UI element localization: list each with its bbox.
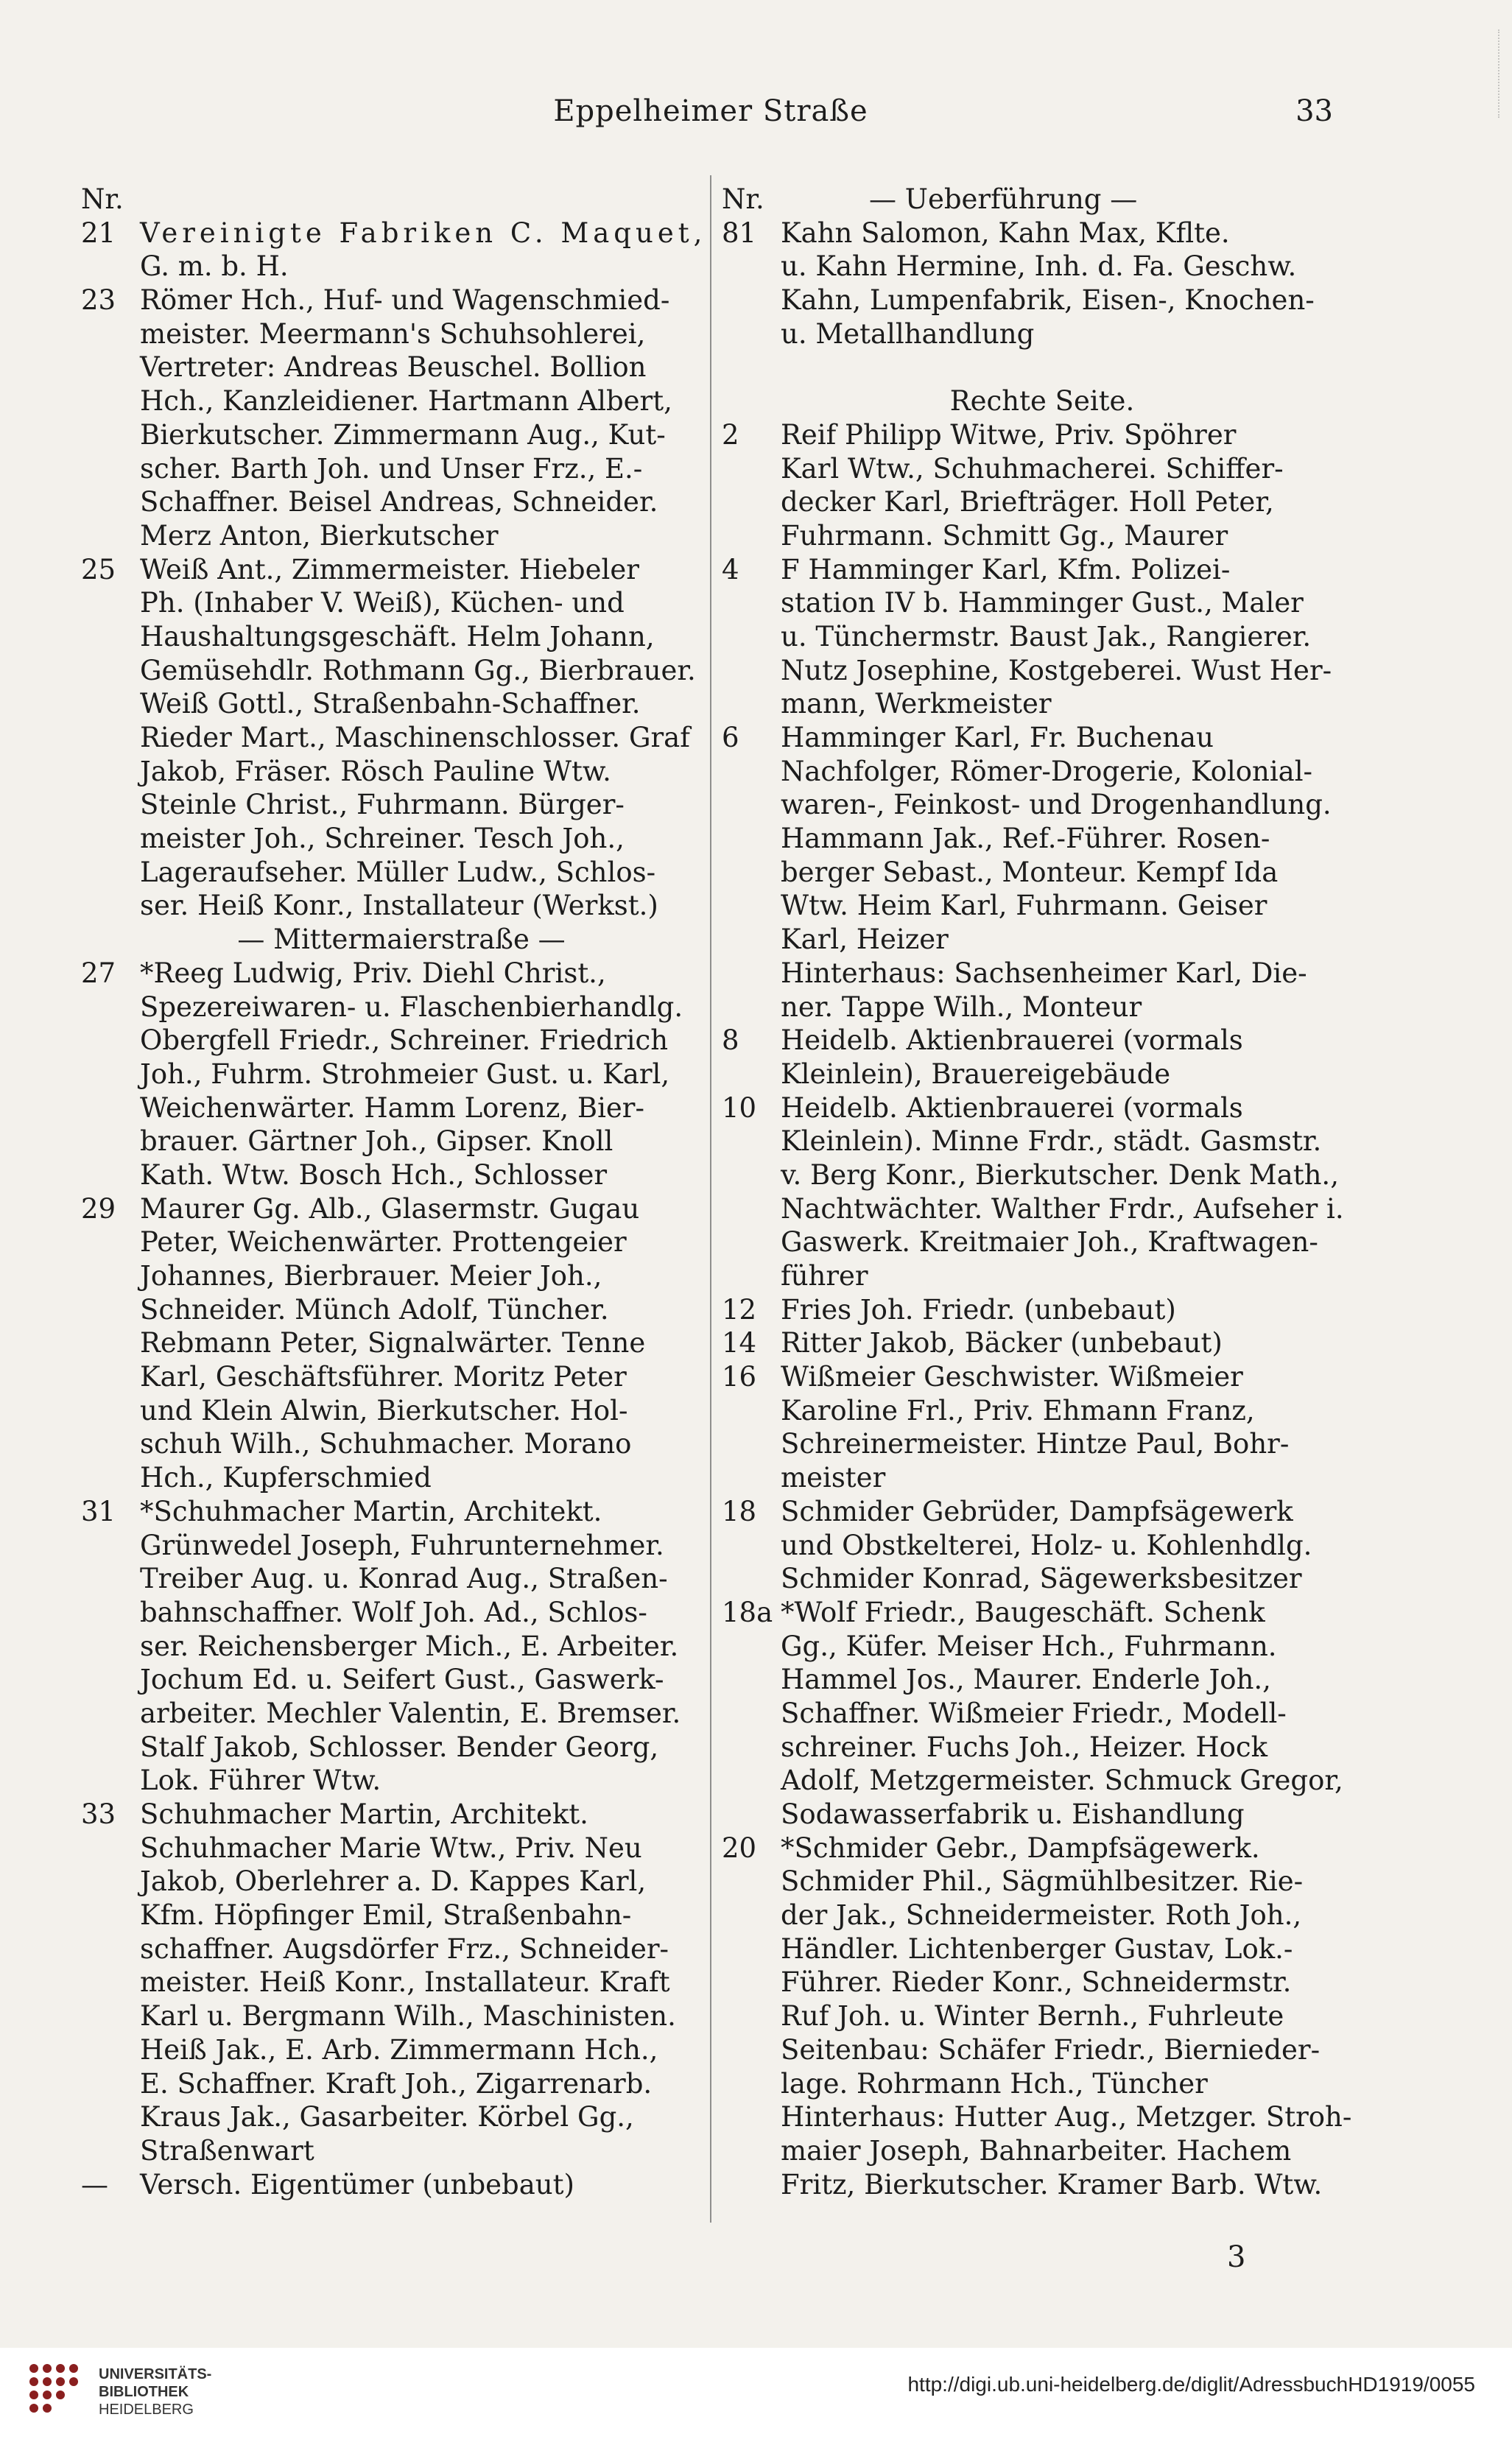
entry-text: G. m. b. H.: [140, 250, 289, 283]
entry-line: [81, 755, 722, 789]
entry-line: [81, 1427, 722, 1461]
entry-text: Treiber Aug. u. Konrad Aug., Straßen-: [140, 1563, 668, 1595]
house-number: 8: [722, 1024, 739, 1057]
entry-line: [722, 586, 1362, 620]
entry-line: [722, 856, 1362, 890]
entry-line: [722, 1394, 1362, 1428]
entry-line: [81, 317, 722, 351]
entry-line: [722, 721, 1362, 755]
entry-text: meister Joh., Schreiner. Tesch Joh.,: [140, 823, 625, 855]
entry-line: [722, 519, 1362, 553]
entry-line: [722, 654, 1362, 688]
entry-text: scher. Barth Joh. und Unser Frz., E.-: [140, 452, 643, 485]
house-number: 31: [81, 1495, 116, 1527]
entry-text: Joh., Fuhrm. Strohmeier Gust. u. Karl,: [140, 1058, 670, 1090]
entry-text: *Wolf Friedr., Baugeschäft. Schenk: [781, 1596, 1265, 1628]
entry-line: [722, 1427, 1362, 1461]
entry-text: Hinterhaus: Sachsenheimer Karl, Die-: [781, 957, 1307, 989]
library-name-line2: BIBLIOTHEK: [99, 2384, 189, 2400]
entry-text: und Klein Alwin, Bierkutscher. Hol-: [140, 1394, 628, 1426]
house-number: 20: [722, 1832, 757, 1864]
entry-line: [722, 1192, 1362, 1226]
entry-line: [722, 452, 1362, 486]
entry-line: [81, 687, 722, 721]
section-heading: Rechte Seite.: [949, 385, 1135, 418]
entry-line: [81, 1225, 722, 1259]
entry-line: [81, 1663, 722, 1697]
entry-line: [722, 822, 1362, 856]
entry-text: ner. Tappe Wilh., Monteur: [781, 991, 1142, 1023]
section-heading: — Ueberführung —: [869, 183, 1138, 215]
entry-text: Seitenbau: Schäfer Friedr., Biernieder-: [781, 2033, 1321, 2066]
entry-line: [81, 620, 722, 654]
entry-text: Ruf Joh. u. Winter Bernh., Fuhrleute: [781, 2000, 1284, 2033]
entry-text: Ph. (Inhaber V. Weiß), Küchen- und: [140, 587, 625, 619]
entry-line: [81, 1832, 722, 1865]
house-number: 14: [722, 1327, 757, 1359]
entry-text: Schreinermeister. Hintze Paul, Bohr-: [781, 1428, 1290, 1460]
entry-line: [81, 183, 722, 217]
entry-text: *Schmider Gebr., Dampfsägewerk.: [781, 1832, 1260, 1864]
entry-line: [81, 553, 722, 587]
entry-line: [81, 1899, 722, 1932]
entry-text: bahnschaffner. Wolf Joh. Ad., Schlos-: [140, 1596, 647, 1628]
entry-text: Jakob, Oberlehrer a. D. Kappes Karl,: [140, 1865, 647, 1898]
entry-text: Adolf, Metzgermeister. Schmuck Gregor,: [781, 1765, 1343, 1797]
source-url-link[interactable]: http://digi.ub.uni-heidelberg.de/diglit/AdressbuchHD1919/0055: [907, 2373, 1475, 2396]
entry-line: [722, 957, 1362, 991]
entry-line: [722, 1697, 1362, 1731]
entry-line: [81, 1326, 722, 1360]
house-number: Nr.: [81, 183, 124, 215]
entry-text: Schaffner. Beisel Andreas, Schneider.: [140, 486, 658, 518]
entry-line: [722, 755, 1362, 789]
entry-line: [722, 1764, 1362, 1798]
house-number: 18a: [722, 1596, 773, 1628]
entry-line: [81, 1024, 722, 1058]
entry-text: Karl u. Bergmann Wilh., Maschinisten.: [140, 2000, 676, 2033]
entry-text: Karl, Geschäftsführer. Moritz Peter: [140, 1361, 627, 1393]
entry-line: [722, 1360, 1362, 1394]
house-number: 10: [722, 1091, 757, 1124]
column-divider: [710, 175, 711, 2223]
house-number: 33: [81, 1798, 116, 1830]
entry-line: [722, 1293, 1362, 1327]
entry-line: [81, 250, 722, 284]
entry-text: Spezereiwaren- u. Flaschenbierhandlg.: [140, 991, 683, 1023]
house-number: Nr.: [722, 183, 764, 215]
entry-text: arbeiter. Mechler Valentin, E. Bremser.: [140, 1697, 681, 1729]
house-number: 29: [81, 1192, 116, 1225]
entry-text: u. Tünchermstr. Baust Jak., Rangierer.: [781, 620, 1312, 652]
entry-line: [722, 788, 1362, 822]
entry-line: [81, 1192, 722, 1226]
entry-text: E. Schaffner. Kraft Joh., Zigarrenarb.: [140, 2067, 653, 2100]
entry-line: [722, 1461, 1362, 1495]
entry-line: [722, 1091, 1362, 1125]
entry-text: meister. Meermann's Schuhsohlerei,: [140, 317, 646, 350]
entry-line: [722, 2100, 1362, 2134]
entry-text: Schmider Konrad, Sägewerksbesitzer: [781, 1563, 1302, 1595]
entry-line: [81, 788, 722, 822]
header-title: Eppelheimer Straße: [553, 94, 868, 128]
entry-line: [722, 923, 1362, 957]
entry-text: schaffner. Augsdörfer Frz., Schneider-: [140, 1932, 669, 1965]
house-number: 23: [81, 284, 116, 317]
section-heading: — Mittermaierstraße —: [237, 924, 566, 956]
entry-line: [722, 991, 1362, 1024]
entry-text: u. Metallhandlung: [781, 317, 1035, 350]
entry-text: Lok. Führer Wtw.: [140, 1765, 381, 1797]
entry-text: ser. Heiß Konr., Installateur (Werkst.): [140, 890, 658, 922]
entry-text: meister: [781, 1462, 886, 1494]
entry-line: [81, 1360, 722, 1394]
left-column: [81, 183, 722, 2201]
entry-line: [722, 1630, 1362, 1664]
entry-text: Weiß Ant., Zimmermeister. Hiebeler: [140, 553, 639, 585]
entry-line: [722, 1596, 1362, 1630]
entry-line: [722, 1158, 1362, 1192]
entry-text: Weiß Gottl., Straßenbahn-Schaffner.: [140, 688, 641, 720]
entry-line: [722, 1058, 1362, 1091]
entry-text: Römer Hch., Huf- und Wagenschmied-: [140, 284, 670, 317]
entry-text: Maurer Gg. Alb., Glasermstr. Gugau: [140, 1192, 640, 1225]
entry-line: [81, 1999, 722, 2033]
entry-text: Nachtwächter. Walther Frdr., Aufseher i.: [781, 1192, 1344, 1225]
entry-text: berger Sebast., Monteur. Kempf Ida: [781, 856, 1279, 888]
entry-text: Hammel Jos., Maurer. Enderle Joh.,: [781, 1664, 1271, 1696]
entry-line: [722, 1495, 1362, 1529]
entry-text: Händler. Lichtenberger Gustav, Lok.-: [781, 1932, 1293, 1965]
entry-line: [722, 1562, 1362, 1596]
entry-text: Jochum Ed. u. Seifert Gust., Gaswerk-: [140, 1664, 664, 1696]
entry-text: Heiß Jak., E. Arb. Zimmermann Hch.,: [140, 2033, 658, 2066]
entry-text: Karoline Frl., Priv. Ehmann Franz,: [781, 1394, 1255, 1426]
entry-text: Wtw. Heim Karl, Fuhrmann. Geiser: [781, 890, 1267, 922]
entry-text: Straßenwart: [140, 2134, 314, 2167]
entry-text: Schuhmacher Marie Wtw., Priv. Neu: [140, 1832, 642, 1864]
house-number: 6: [722, 722, 739, 753]
entry-line: [81, 2168, 722, 2202]
entry-line: [722, 1225, 1362, 1259]
entry-line: [722, 418, 1362, 452]
entry-text: Hch., Kanzleidiener. Hartmann Albert,: [140, 385, 672, 418]
entry-text: Führer. Rieder Konr., Schneidermstr.: [781, 1966, 1292, 1999]
entry-line: [722, 1899, 1362, 1932]
entry-line: [81, 2033, 722, 2067]
entry-text: Hammann Jak., Ref.-Führer. Rosen-: [781, 823, 1270, 855]
entry-line: [81, 1697, 722, 1731]
entry-text: schuh Wilh., Schuhmacher. Morano: [140, 1428, 632, 1460]
entry-line: [81, 1259, 722, 1293]
entry-line: [722, 1999, 1362, 2033]
entry-text: Versch. Eigentümer (unbebaut): [140, 2168, 574, 2200]
house-number: 25: [81, 553, 116, 585]
entry-line: [722, 889, 1362, 923]
entry-text: Schuhmacher Martin, Architekt.: [140, 1798, 588, 1830]
entry-text: F Hamminger Karl, Kfm. Polizei-: [781, 553, 1231, 585]
entry-text: station IV b. Hamminger Gust., Maler: [781, 587, 1304, 619]
entry-line: [722, 620, 1362, 654]
entry-text: Gemüsehdlr. Rothmann Gg., Bierbrauer.: [140, 654, 696, 686]
right-column: [722, 183, 1362, 2201]
entry-line: [81, 1058, 722, 1091]
entry-line: [81, 284, 722, 317]
house-number: 16: [722, 1361, 757, 1393]
entry-line: [81, 1630, 722, 1664]
entry-line: [81, 1798, 722, 1832]
running-header: [88, 94, 1333, 138]
entry-line: [81, 889, 722, 923]
entry-line: [81, 822, 722, 856]
entry-text: Haushaltungsgeschäft. Helm Johann,: [140, 620, 655, 652]
entry-line: [81, 452, 722, 486]
entry-line: [81, 1461, 722, 1495]
house-number: 12: [722, 1293, 757, 1326]
entry-line: [722, 1326, 1362, 1360]
entry-line: [81, 2100, 722, 2134]
entry-text: Fuhrmann. Schmitt Gg., Maurer: [781, 519, 1228, 552]
entry-line: [722, 1663, 1362, 1697]
entry-text: Hinterhaus: Hutter Aug., Metzger. Stroh-: [781, 2101, 1352, 2133]
entry-line: [81, 1865, 722, 1899]
entry-text: Nutz Josephine, Kostgeberei. Wust Her-: [781, 654, 1332, 686]
entry-text: maier Joseph, Bahnarbeiter. Hachem: [781, 2134, 1292, 2167]
entry-line: [81, 1091, 722, 1125]
entry-line: [722, 217, 1362, 250]
entry-text: Karl, Heizer: [781, 924, 949, 956]
entry-line: [722, 317, 1362, 351]
entry-text: mann, Werkmeister: [781, 688, 1052, 720]
house-number: —: [81, 2168, 108, 2200]
house-number: 81: [722, 217, 757, 249]
entry-line: [81, 991, 722, 1024]
entry-text: *Reeg Ludwig, Priv. Diehl Christ.,: [140, 957, 606, 989]
entry-text: Obergfell Friedr., Schreiner. Friedrich: [140, 1024, 669, 1057]
entry-line: [81, 384, 722, 418]
entry-line: [81, 1394, 722, 1428]
entry-text: Hamminger Karl, Fr. Buchenau: [781, 722, 1214, 753]
entry-line: [81, 586, 722, 620]
scan-edge-mark: [1498, 29, 1507, 118]
entry-line: [81, 1495, 722, 1529]
entry-line: [722, 1865, 1362, 1899]
entry-line: [81, 1125, 722, 1158]
entry-text: Kahn Salomon, Kahn Max, Kflte.: [781, 217, 1230, 249]
entry-text: Hch., Kupferschmied: [140, 1462, 432, 1494]
entry-text: Ritter Jakob, Bäcker (unbebaut): [781, 1327, 1223, 1359]
entry-line: [81, 217, 722, 250]
entry-text: Lageraufseher. Müller Ludw., Schlos-: [140, 856, 656, 888]
entry-line: [81, 1596, 722, 1630]
entry-text: lage. Rohrmann Hch., Tüncher: [781, 2067, 1208, 2100]
entry-text: Schneider. Münch Adolf, Tüncher.: [140, 1293, 609, 1326]
entry-line: [722, 183, 1362, 217]
entry-line: [81, 1731, 722, 1765]
entry-line: [81, 519, 722, 553]
entry-line: [81, 1529, 722, 1563]
house-number: 21: [81, 217, 116, 249]
entry-text: Schmider Phil., Sägmühlbesitzer. Rie-: [781, 1865, 1304, 1898]
house-number: 2: [722, 418, 739, 451]
house-number: 18: [722, 1495, 757, 1527]
entry-line: [81, 1932, 722, 1966]
entry-text: Nachfolger, Römer-Drogerie, Kolonial-: [781, 755, 1313, 787]
header-page-number: 33: [1295, 94, 1333, 128]
entry-text: Kfm. Höpfinger Emil, Straßenbahn-: [140, 1899, 632, 1932]
entry-line: [722, 1024, 1362, 1058]
entry-line: [81, 485, 722, 519]
entry-line: [722, 1932, 1362, 1966]
house-number: 4: [722, 553, 739, 585]
entry-line: [722, 284, 1362, 317]
house-number: 27: [81, 957, 116, 989]
entry-text: Jakob, Fräser. Rösch Pauline Wtw.: [140, 755, 611, 787]
entry-line: [722, 1966, 1362, 1999]
entry-line: [722, 553, 1362, 587]
entry-text: u. Kahn Hermine, Inh. d. Fa. Geschw.: [781, 250, 1297, 283]
entry-text: Karl Wtw., Schuhmacherei. Schiffer-: [781, 452, 1284, 485]
entry-text: decker Karl, Briefträger. Holl Peter,: [781, 486, 1274, 518]
entry-text: Schmider Gebrüder, Dampfsägewerk: [781, 1495, 1293, 1527]
spacer-line: [722, 351, 1362, 384]
entry-line: [722, 2033, 1362, 2067]
entry-text: Heidelb. Aktienbrauerei (vormals: [781, 1091, 1243, 1124]
entry-line: [81, 418, 722, 452]
entry-text: brauer. Gärtner Joh., Gipser. Knoll: [140, 1125, 613, 1158]
entry-text: *Schuhmacher Martin, Architekt.: [140, 1495, 602, 1527]
entry-text: Grünwedel Joseph, Fuhrunternehmer.: [140, 1529, 664, 1561]
entry-line: [722, 1731, 1362, 1765]
library-name: [99, 2365, 211, 2418]
entry-text: Gg., Küfer. Meiser Hch., Fuhrmann.: [781, 1630, 1277, 1662]
entry-line: [722, 1125, 1362, 1158]
entry-text: v. Berg Konr., Bierkutscher. Denk Math.,: [781, 1158, 1339, 1191]
sheet-number: 3: [1227, 2240, 1246, 2274]
entry-text: Kleinlein), Brauereigebäude: [781, 1058, 1171, 1090]
entry-text: Vereinigte Fabriken C. Maquet,: [140, 217, 707, 249]
entry-line: [81, 957, 722, 991]
entry-text: Reif Philipp Witwe, Priv. Spöhrer: [781, 418, 1237, 451]
entry-line: [81, 654, 722, 688]
university-library-logo-icon: [18, 2352, 91, 2426]
entry-text: Fries Joh. Friedr. (unbebaut): [781, 1293, 1176, 1326]
library-name-line3: HEIDELBERG: [99, 2402, 194, 2418]
entry-text: Merz Anton, Bierkutscher: [140, 519, 499, 552]
entry-line: [722, 2168, 1362, 2202]
entry-text: Steinle Christ., Fuhrmann. Bürger-: [140, 789, 625, 821]
entry-line: [81, 1158, 722, 1192]
entry-line: [81, 1764, 722, 1798]
entry-text: Stalf Jakob, Schlosser. Bender Georg,: [140, 1731, 659, 1763]
footer-bar: [0, 2348, 1512, 2445]
entry-text: Johannes, Bierbrauer. Meier Joh.,: [140, 1260, 602, 1292]
entry-text: Bierkutscher. Zimmermann Aug., Kut-: [140, 418, 666, 451]
entry-line: [81, 856, 722, 890]
entry-text: Sodawasserfabrik u. Eishandlung: [781, 1798, 1245, 1830]
entry-text: ser. Reichensberger Mich., E. Arbeiter.: [140, 1630, 679, 1662]
library-name-line1: UNIVERSITÄTS-: [99, 2366, 212, 2382]
entry-line: [81, 1966, 722, 1999]
entry-line: [81, 2067, 722, 2101]
entry-text: Heidelb. Aktienbrauerei (vormals: [781, 1024, 1243, 1057]
entry-text: Kath. Wtw. Bosch Hch., Schlosser: [140, 1158, 608, 1191]
entry-text: meister. Heiß Konr., Installateur. Kraft: [140, 1966, 670, 1999]
entry-text: Wißmeier Geschwister. Wißmeier: [781, 1361, 1243, 1393]
entry-line: [81, 351, 722, 384]
entry-line: [81, 1562, 722, 1596]
entry-text: Kleinlein). Minne Frdr., städt. Gasmstr.: [781, 1125, 1322, 1158]
entry-line: [722, 2134, 1362, 2168]
entry-line: [722, 1259, 1362, 1293]
entry-text: Fritz, Bierkutscher. Kramer Barb. Wtw.: [781, 2168, 1323, 2200]
entry-line: [722, 1529, 1362, 1563]
entry-line: [81, 2134, 722, 2168]
entry-text: Rebmann Peter, Signalwärter. Tenne: [140, 1327, 646, 1359]
entry-line: [722, 687, 1362, 721]
entry-text: waren-, Feinkost- und Drogenhandlung.: [781, 789, 1332, 821]
entry-text: und Obstkelterei, Holz- u. Kohlenhdlg.: [781, 1529, 1312, 1561]
entry-text: Peter, Weichenwärter. Prottengeier: [140, 1226, 627, 1259]
entry-line: [81, 923, 722, 957]
entry-text: führer: [781, 1260, 868, 1292]
entry-text: Rieder Mart., Maschinenschlosser. Graf: [140, 722, 690, 753]
entry-line: [722, 1798, 1362, 1832]
entry-text: Schaffner. Wißmeier Friedr., Modell-: [781, 1697, 1287, 1729]
entry-text: Gaswerk. Kreitmaier Joh., Kraftwagen-: [781, 1226, 1318, 1259]
entry-text: der Jak., Schneidermeister. Roth Joh.,: [781, 1899, 1302, 1932]
entry-line: [722, 485, 1362, 519]
entry-text: schreiner. Fuchs Joh., Heizer. Hock: [781, 1731, 1268, 1763]
entry-text: Vertreter: Andreas Beuschel. Bollion: [140, 351, 647, 384]
entry-text: Kraus Jak., Gasarbeiter. Körbel Gg.,: [140, 2101, 634, 2133]
entry-text: Weichenwärter. Hamm Lorenz, Bier-: [140, 1091, 644, 1124]
entry-line: [722, 1832, 1362, 1865]
entry-text: Kahn, Lumpenfabrik, Eisen-, Knochen-: [781, 284, 1315, 317]
entry-line: [722, 2067, 1362, 2101]
entry-line: [81, 1293, 722, 1327]
entry-line: [722, 250, 1362, 284]
entry-line: [81, 721, 722, 755]
entry-line: [722, 384, 1362, 418]
